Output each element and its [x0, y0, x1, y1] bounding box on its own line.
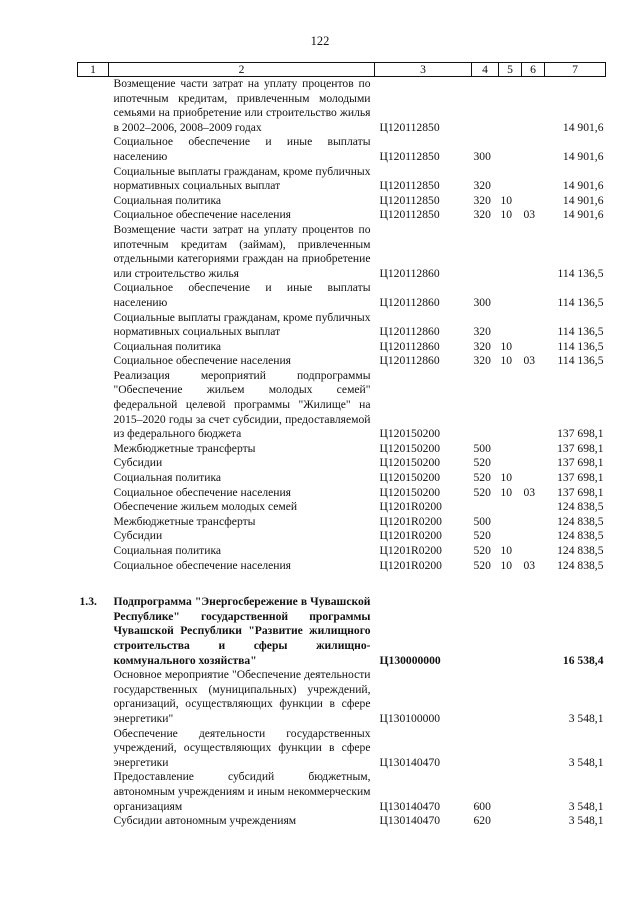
row-name-cell: Основное мероприятие "Обеспечение деятельности государственных (муниципальных) учреждений, организаций, осуществляющих функции в сфере энергетики" — [113, 668, 371, 725]
row-number-cell — [78, 340, 109, 355]
section-code-cell — [499, 311, 522, 340]
table-row — [78, 77, 606, 136]
expense-type-cell: 500 — [473, 514, 491, 528]
expense-type-cell: 520 — [473, 544, 491, 557]
subsection-code-cell — [522, 281, 545, 310]
amount-cell: 3 548,1 — [568, 799, 604, 813]
row-number-cell — [78, 668, 109, 726]
section-code-cell: 10 — [500, 485, 513, 499]
target-code-cell: Ц1201R0200 — [379, 500, 442, 514]
subsection-code-cell: 03 — [523, 485, 536, 499]
section-code-cell — [499, 135, 522, 164]
target-code-cell: Ц120150200 — [379, 427, 441, 441]
expense-type-cell: 320 — [473, 325, 491, 339]
expense-type-cell — [472, 595, 499, 668]
table-row — [78, 471, 606, 486]
column-header-1: 1 — [78, 63, 109, 77]
table-row — [78, 529, 606, 544]
table-row — [78, 500, 606, 515]
expense-type-cell: 300 — [473, 295, 491, 309]
section-code-cell: 10 — [500, 354, 513, 368]
section-code-cell — [499, 442, 522, 457]
row-number-cell — [78, 814, 109, 829]
expense-type-cell: 520 — [473, 456, 491, 470]
target-code-cell: Ц120112860 — [379, 266, 440, 280]
target-code-cell: Ц120112850 — [379, 149, 440, 163]
subsection-code-cell — [522, 165, 545, 194]
row-name-cell: Реализация мероприятий подпрограммы "Обеспечение жильем молодых семей" федеральной целевой программы "Жилище" на 2015–2020 годы за счет субсидии, предоставляемой из федерального бюджета — [113, 368, 371, 441]
table-row — [78, 544, 606, 559]
target-code-cell: Ц120150200 — [379, 456, 441, 470]
expense-type-cell — [472, 223, 499, 281]
row-number-cell — [78, 311, 109, 340]
row-name-cell: Социальная политика — [113, 339, 222, 353]
expense-type-cell — [472, 500, 499, 515]
target-code-cell: Ц120112850 — [379, 193, 440, 207]
row-name-cell: Социальное обеспечение населения — [113, 208, 292, 222]
row-number-cell — [78, 354, 109, 369]
row-name-cell: Межбюджетные трансферты — [113, 441, 256, 455]
row-name-cell: Субсидии — [113, 529, 163, 543]
row-number-cell — [78, 369, 109, 442]
table-row — [78, 165, 606, 194]
table-row — [78, 369, 606, 442]
row-name-cell: Социальная политика — [113, 544, 222, 557]
section-code-cell — [499, 456, 522, 471]
amount-cell: 14 901,6 — [562, 149, 604, 163]
row-name-cell: Социальное обеспечение населения — [113, 354, 292, 368]
section-code-cell — [499, 281, 522, 310]
row-name-cell: Социальное обеспечение и иные выплаты населению — [113, 135, 371, 163]
subsection-code-cell — [522, 529, 545, 544]
row-number-cell — [78, 208, 109, 223]
subsection-code-cell — [522, 223, 545, 281]
amount-cell: 114 136,5 — [557, 354, 604, 368]
subsection-code-cell — [522, 814, 545, 829]
amount-cell: 137 698,1 — [557, 471, 604, 485]
target-code-cell: Ц130000000 — [379, 653, 441, 667]
table-row — [78, 668, 606, 726]
row-spacer — [78, 573, 606, 595]
target-code-cell: Ц130140470 — [379, 799, 441, 813]
spacer-cell — [522, 573, 545, 595]
subsection-code-cell — [522, 544, 545, 559]
row-number-cell — [78, 281, 109, 310]
row-number-cell — [78, 194, 109, 209]
row-number-cell — [78, 500, 109, 515]
section-code-cell — [499, 500, 522, 515]
row-number-cell — [78, 727, 109, 771]
section-code-cell: 10 — [500, 208, 513, 222]
amount-cell: 137 698,1 — [557, 427, 604, 441]
row-name-cell: Социальные выплаты гражданам, кроме публичных нормативных социальных выплат — [113, 310, 371, 339]
row-name-cell: Возмещение части затрат на уплату процентов по ипотечным кредитам, привлеченным молодыми семьями на приобретение или строительство жилья в 2002–2006, 2008–2009 годах — [113, 77, 371, 134]
target-code-cell: Ц130140470 — [379, 814, 441, 828]
amount-cell: 137 698,1 — [557, 485, 604, 499]
column-header-7: 7 — [545, 63, 606, 77]
amount-cell: 124 838,5 — [557, 500, 604, 514]
amount-cell: 14 901,6 — [562, 179, 604, 193]
row-name-cell: Социальные выплаты гражданам, кроме публичных нормативных социальных выплат — [113, 164, 371, 193]
amount-cell: 137 698,1 — [557, 456, 604, 470]
subsection-code-cell — [522, 194, 545, 209]
expense-type-cell — [472, 77, 499, 136]
subsection-code-cell — [522, 369, 545, 442]
expense-type-cell: 500 — [473, 441, 491, 455]
table-row — [78, 281, 606, 310]
target-code-cell: Ц120150200 — [379, 441, 441, 455]
subsection-code-cell — [522, 727, 545, 771]
subsection-code-cell — [522, 770, 545, 814]
expense-type-cell — [472, 727, 499, 771]
target-code-cell: Ц130100000 — [379, 711, 441, 725]
subsection-code-cell — [522, 471, 545, 486]
amount-cell: 3 548,1 — [568, 755, 604, 769]
spacer-cell — [472, 573, 499, 595]
row-name-cell: Социальная политика — [113, 471, 222, 485]
section-code-cell — [499, 515, 522, 530]
section-code-cell — [499, 595, 522, 668]
amount-cell: 137 698,1 — [557, 441, 604, 455]
amount-cell: 114 136,5 — [557, 339, 604, 353]
section-code-cell: 10 — [500, 339, 513, 353]
subsection-code-cell — [522, 442, 545, 457]
row-number-cell — [78, 456, 109, 471]
table-row — [78, 135, 606, 164]
target-code-cell: Ц120112850 — [379, 208, 440, 222]
row-number-cell — [78, 223, 109, 281]
table-row — [78, 354, 606, 369]
column-header-5: 5 — [499, 63, 522, 77]
target-code-cell: Ц1201R0200 — [379, 544, 442, 557]
column-header-2: 2 — [109, 63, 375, 77]
section-code-cell — [499, 165, 522, 194]
subsection-code-cell — [522, 340, 545, 355]
section-code-cell — [499, 77, 522, 136]
spacer-cell — [109, 573, 375, 595]
section-code-cell — [499, 727, 522, 771]
section-code-cell: 10 — [500, 193, 513, 207]
column-header-6: 6 — [522, 63, 545, 77]
row-name-cell: Социальное обеспечение и иные выплаты населению — [113, 281, 371, 309]
section-code-cell: 10 — [500, 544, 513, 557]
amount-cell: 114 136,5 — [557, 295, 604, 309]
table-row — [78, 770, 606, 814]
row-name-cell: Обеспечение жильем молодых семей — [113, 500, 298, 514]
target-code-cell: Ц1201R0200 — [379, 529, 442, 543]
amount-cell: 124 838,5 — [557, 558, 604, 572]
target-code-cell: Ц120112860 — [379, 354, 440, 368]
subsection-code-cell — [522, 595, 545, 668]
target-code-cell: Ц120112860 — [379, 295, 440, 309]
row-name-cell: Субсидии — [113, 456, 163, 470]
table-row — [78, 814, 606, 829]
spacer-cell — [545, 573, 606, 595]
amount-cell: 114 136,5 — [557, 325, 604, 339]
row-name-cell: Подпрограмма "Энергосбережение в Чувашской Республике" государственной программы Чувашской Республики "Развитие жилищного строительства и сферы жилищно-коммунального хозяйства" — [113, 595, 371, 667]
row-name-cell: Возмещение части затрат на уплату процентов по ипотечным кредитам (займам), привлеченным отдельными категориями граждан на приобретение или строительство жилья — [113, 222, 371, 280]
target-code-cell: Ц120112850 — [379, 179, 440, 193]
row-name-cell: Обеспечение деятельности государственных учреждений, осуществляющих функции в сфере энергетики — [113, 726, 371, 769]
expense-type-cell: 620 — [473, 814, 491, 828]
column-header-3: 3 — [375, 63, 472, 77]
row-number-cell — [78, 486, 109, 501]
table-header — [78, 63, 606, 77]
row-number-cell — [78, 471, 109, 486]
amount-cell: 14 901,6 — [562, 208, 604, 222]
table-row — [78, 456, 606, 471]
row-name-cell: Социальная политика — [113, 193, 222, 207]
subsection-code-cell — [522, 456, 545, 471]
table-row — [78, 340, 606, 355]
amount-cell: 124 838,5 — [557, 529, 604, 543]
row-number-cell: 1.3. — [79, 595, 97, 609]
column-header-4: 4 — [472, 63, 499, 77]
target-code-cell: Ц120112860 — [379, 325, 440, 339]
subsection-code-cell — [522, 77, 545, 136]
subsection-code-cell — [522, 135, 545, 164]
expense-type-cell: 600 — [473, 799, 491, 813]
expense-type-cell: 320 — [473, 179, 491, 193]
spacer-cell — [375, 573, 472, 595]
row-name-cell: Предоставление субсидий бюджетным, автономным учреждениям и иным некоммерческим организациям — [113, 770, 371, 813]
expense-type-cell: 300 — [473, 149, 491, 163]
section-code-cell — [499, 529, 522, 544]
amount-cell: 14 901,6 — [562, 193, 604, 207]
table-row — [78, 486, 606, 501]
section-code-cell: 10 — [500, 471, 513, 485]
row-number-cell — [78, 515, 109, 530]
table-row — [78, 515, 606, 530]
expense-type-cell: 520 — [473, 471, 491, 485]
subsection-code-cell — [522, 515, 545, 530]
table-row — [78, 194, 606, 209]
table-row — [78, 595, 606, 668]
subsection-code-cell — [522, 500, 545, 515]
target-code-cell: Ц1201R0200 — [379, 514, 442, 528]
subsection-code-cell — [522, 311, 545, 340]
amount-cell: 124 838,5 — [557, 514, 604, 528]
page-number: 122 — [310, 34, 330, 48]
subsection-code-cell — [522, 668, 545, 726]
row-name-cell: Межбюджетные трансферты — [113, 514, 256, 528]
row-number-cell — [78, 77, 109, 136]
budget-table — [77, 62, 606, 829]
expense-type-cell: 320 — [473, 354, 491, 368]
amount-cell: 14 901,6 — [562, 120, 604, 134]
section-code-cell: 10 — [500, 558, 513, 572]
row-number-cell — [78, 442, 109, 457]
amount-cell: 124 838,5 — [557, 544, 604, 557]
amount-cell: 3 548,1 — [568, 814, 604, 828]
subsection-code-cell: 03 — [523, 208, 536, 222]
row-number-cell — [78, 529, 109, 544]
row-number-cell — [78, 165, 109, 194]
section-code-cell — [499, 814, 522, 829]
row-name-cell: Субсидии автономным учреждениям — [113, 814, 297, 828]
table-row — [78, 223, 606, 281]
target-code-cell: Ц120150200 — [379, 471, 441, 485]
target-code-cell: Ц120112850 — [379, 120, 440, 134]
row-number-cell — [78, 770, 109, 814]
table-row — [78, 208, 606, 223]
expense-type-cell: 520 — [473, 558, 491, 572]
expense-type-cell: 320 — [473, 208, 491, 222]
target-code-cell: Ц120112860 — [379, 339, 440, 353]
expense-type-cell — [472, 369, 499, 442]
expense-type-cell: 520 — [473, 529, 491, 543]
row-name-cell: Социальное обеспечение населения — [113, 485, 292, 499]
amount-cell: 16 538,4 — [562, 653, 604, 667]
table-row — [78, 311, 606, 340]
spacer-cell — [499, 573, 522, 595]
spacer-cell — [78, 573, 109, 595]
target-code-cell: Ц1201R0200 — [379, 558, 442, 572]
target-code-cell: Ц130140470 — [379, 755, 441, 769]
subsection-code-cell: 03 — [523, 354, 536, 368]
expense-type-cell: 320 — [473, 193, 491, 207]
table-row — [78, 727, 606, 771]
amount-cell: 114 136,5 — [557, 266, 604, 280]
subsection-code-cell: 03 — [523, 558, 536, 572]
amount-cell: 3 548,1 — [568, 711, 604, 725]
table-row — [78, 559, 606, 574]
section-code-cell — [499, 369, 522, 442]
section-code-cell — [499, 770, 522, 814]
expense-type-cell — [472, 668, 499, 726]
expense-type-cell: 520 — [473, 485, 491, 499]
row-number-cell — [78, 544, 109, 559]
section-code-cell — [499, 668, 522, 726]
row-number-cell — [78, 135, 109, 164]
row-name-cell: Социальное обеспечение населения — [113, 558, 292, 572]
row-number-cell — [78, 559, 109, 574]
expense-type-cell: 320 — [473, 339, 491, 353]
target-code-cell: Ц120150200 — [379, 485, 441, 499]
table-row — [78, 442, 606, 457]
section-code-cell — [499, 223, 522, 281]
